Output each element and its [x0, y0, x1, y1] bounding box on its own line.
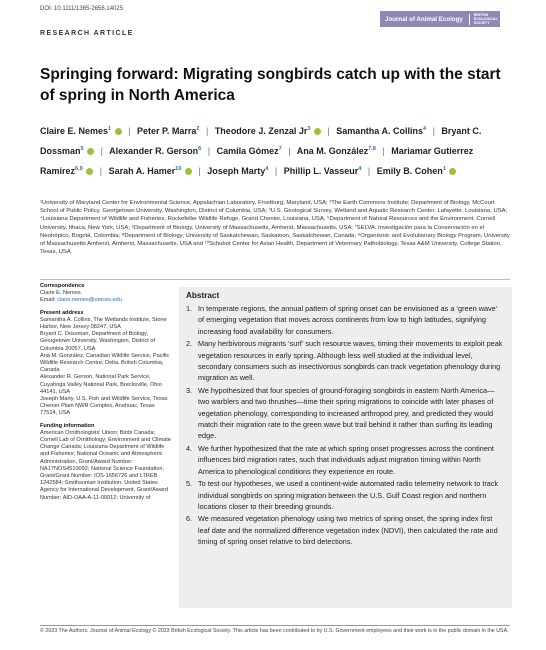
affiliations: ¹University of Maryland Center for Environmental Science, Appalachian Laboratory, Frostburg, Maryland, USA; ²The Earth Commons Institute; Department of Biology, McCourt School of Public Policy, Georgetown University, Washington, District of Columbia, USA; ³U.S. Geological Survey, Wetland and Aquatic Research Center, Lafayette, Louisiana, USA; ⁴Louisiana Department of Wildlife and Fisheries, Rockefeller Wildlife Refuge, Grand Chenier, Louisiana, USA; ⁵Department of Natural Resources and the Environment, Cornell University, Ithaca, New York, USA; ⁶Department of Biology, University of Massachusetts, Amherst, Massachusetts, USA; ⁷SELVA: Investigación para la Conservación en el Neotrópico, Bogotá, Colombia; ⁸Department of Biology, University of Saskatchewan, Saskatoon, Saskatchewan, Canada; ⁹Organismic and Evolutionary Biology Program, University of Massachusetts Amherst, Amherst, Massachusetts, USA and ¹⁰Schubot Center for Avian Health, Department of Veterinary Pathobiology, Texas A&M University, College Station, Texas, USA	[40, 200, 510, 256]
funding-text: American Ornithologists' Union; Birds Canada; Cornell Lab of Ornithology; Environment and Climate Change Canada; Louisiana Department of Wildlife and Fisheries; National Oceanic and Atmospheric Administration, Grant/Award Number: NA17NOS4510092; National Science Foundation, Grant/Grant Number: IOS-1656726 and LTREB 1242584; Smithsonian Institution; United States Agency for International Development, Grant/Award Number: AID-OAA-A-11-00012; University of	[40, 429, 171, 501]
author-separator: |	[198, 166, 201, 176]
affiliation-marker: 3	[307, 126, 311, 132]
correspondence-heading: Correspondence	[40, 283, 85, 289]
affiliation-marker: 1	[442, 166, 446, 172]
affiliation-marker: 6	[198, 146, 202, 152]
author-separator: |	[128, 126, 131, 136]
orcid-icon[interactable]	[115, 128, 122, 135]
society-logo-text: BRITISH ECOLOGICAL SOCIETY	[473, 13, 498, 25]
orcid-icon[interactable]	[87, 148, 94, 155]
journal-badge[interactable]	[380, 11, 500, 27]
author-name[interactable]: Bryant C. Dossman$^5$	[40, 126, 482, 156]
correspondence-name: Claire E. Nemes	[40, 290, 81, 297]
doi-text[interactable]: DOI: 10.1111/1365-2656.14025	[40, 6, 124, 12]
author-name[interactable]: Peter P. Marra$^2$	[137, 126, 200, 136]
abstract-item: 6. We measured vegetation phenology using two metrics of spring onset, the spring index first leaf date and the normalized difference vegetation index (NDVI), then calculated the rate and timing of spring onset relative to bird detections.	[186, 514, 498, 547]
orcid-icon[interactable]	[449, 168, 456, 175]
author-separator: |	[205, 126, 209, 136]
affiliation-marker: 2	[196, 126, 200, 132]
author-list	[40, 120, 510, 180]
copyright-footer: © 2023 The Authors. Journal of Animal Ecology © 2023 British Ecological Society. This article has been contributed to by U.S. Government employees and their work is in the public domain in the USA.	[40, 628, 509, 634]
article-title: Springing forward: Migrating songbirds catch up with the start of spring in North America	[40, 66, 501, 104]
abstract-heading: Abstract	[186, 291, 220, 300]
abstract-item: 3. We hypothesized that four species of ground-foraging songbirds in eastern North America—two warblers and two thrushes—time their spring migrations to coincide with later phases of vegetation phenology, corresponding to increased arthropod prey, and predicted they would match their migration rate to the green wave but trail behind it rather than surfing its leading edge.	[186, 385, 495, 441]
orcid-icon[interactable]	[314, 128, 321, 135]
present-address-heading: Present address	[40, 309, 84, 316]
abstract-box	[179, 287, 512, 608]
author-name[interactable]: Joseph Marty$^4$	[207, 166, 269, 176]
author-name[interactable]: Emily B. Cohen$^1$	[377, 166, 457, 176]
author-name[interactable]: Phillip L. Vasseur$^4$	[283, 166, 362, 176]
present-address-text: Samantha A. Collins, The Wetlands Institute, Stone Harbor, New Jersey 08247, USA Bryant C. Dossman, Department of Biology, Georgetown University, Washington, District of Columbia 20057, USA Ana M. González, Canadian Wildlife Service, Pacific Wildlife Research Centre, Delta, British Columbia, Canada Alexander R. Gerson, National Park Service, Cuyahoga Valley National Park, Brecksville, Ohio 44141, USA Joseph Marty, U.S. Fish and Wildlife Service, Texas Chenier Plain NWR Complex, Anahuac, Texas 77514, USA	[40, 316, 170, 417]
orcid-icon[interactable]	[185, 168, 192, 175]
abstract-item: 4. We further hypothesized that the rate at which spring onset progresses across the continent influences bird migration rates, such that individuals adjust migration timing within North America to phenological conditions they experience en route.	[186, 443, 494, 476]
abstract-item: 2. Many herbivorous migrants ‘surf’ such resource waves, timing their movements to exploit peak vegetation resources in early spring. Although less well studied at the individual level, secondary consumers such as insectivorous songbirds can track vegetation phenology during migration as well.	[186, 339, 503, 383]
author-name[interactable]: Ana M. González$^{7,8}$	[296, 146, 376, 156]
author-separator: |	[432, 126, 435, 136]
abstract-item: 1. In temperate regions, the annual pattern of spring onset can be envisioned as a ‘green wave’ of emerging vegetation that moves across continents from low to high latitudes, signifying increasing food availability for consumers.	[186, 304, 498, 336]
affiliation-marker: 4	[422, 126, 427, 132]
affiliation-marker: 7	[278, 146, 282, 152]
author-separator: |	[274, 166, 278, 176]
author-separator: |	[367, 166, 371, 176]
author-name[interactable]: Alexander R. Gerson$^6$	[109, 146, 202, 156]
affiliation-marker: 4	[265, 166, 269, 172]
author-name[interactable]: Theodore J. Zenzal Jr$^3$	[215, 126, 321, 136]
author-separator: |	[288, 146, 291, 156]
author-separator: |	[207, 146, 211, 156]
author-name[interactable]: Claire E. Nemes$^1$	[40, 126, 122, 136]
author-separator: |	[99, 166, 103, 176]
orcid-icon[interactable]	[86, 168, 93, 175]
author-separator: |	[382, 146, 385, 156]
footer-divider	[40, 625, 510, 626]
section-divider	[40, 279, 510, 280]
correspondence-email-line: Email: claire.nemes@umces.edu	[40, 297, 122, 304]
funding-heading: Funding information	[40, 422, 95, 429]
abstract-item: 5. To test our hypotheses, we used a continent-wide automated radio telemetry network to track individual songbirds on spring migration between the U.S. Gulf Coast region and northern locations closer to their breeding grounds.	[186, 479, 499, 511]
author-name[interactable]: Sarah A. Hamer$^{10}$	[109, 166, 192, 176]
abstract-list	[186, 303, 504, 548]
author-separator: |	[327, 126, 330, 136]
article-sidebar	[40, 283, 172, 502]
author-name[interactable]: Camila Gómez$^7$	[216, 146, 282, 156]
affiliation-marker: 5	[80, 146, 84, 152]
affiliation-marker: 7,8	[368, 146, 376, 152]
affiliation-marker: 10	[175, 166, 182, 172]
affiliation-marker: 4	[358, 166, 362, 172]
journal-name: Journal of Animal Ecology	[385, 15, 463, 23]
author-name[interactable]: Samantha A. Collins$^4$	[336, 126, 427, 136]
author-name[interactable]: Mariamar Gutierrez Ramirez$^{6,9}$	[40, 146, 474, 176]
affiliation-marker: 6,9	[75, 166, 83, 172]
author-separator: |	[100, 146, 103, 156]
affiliation-marker: 1	[108, 126, 112, 132]
article-type: RESEARCH ARTICLE	[40, 30, 134, 37]
email-link[interactable]: claire.nemes@umces.edu	[57, 297, 122, 304]
